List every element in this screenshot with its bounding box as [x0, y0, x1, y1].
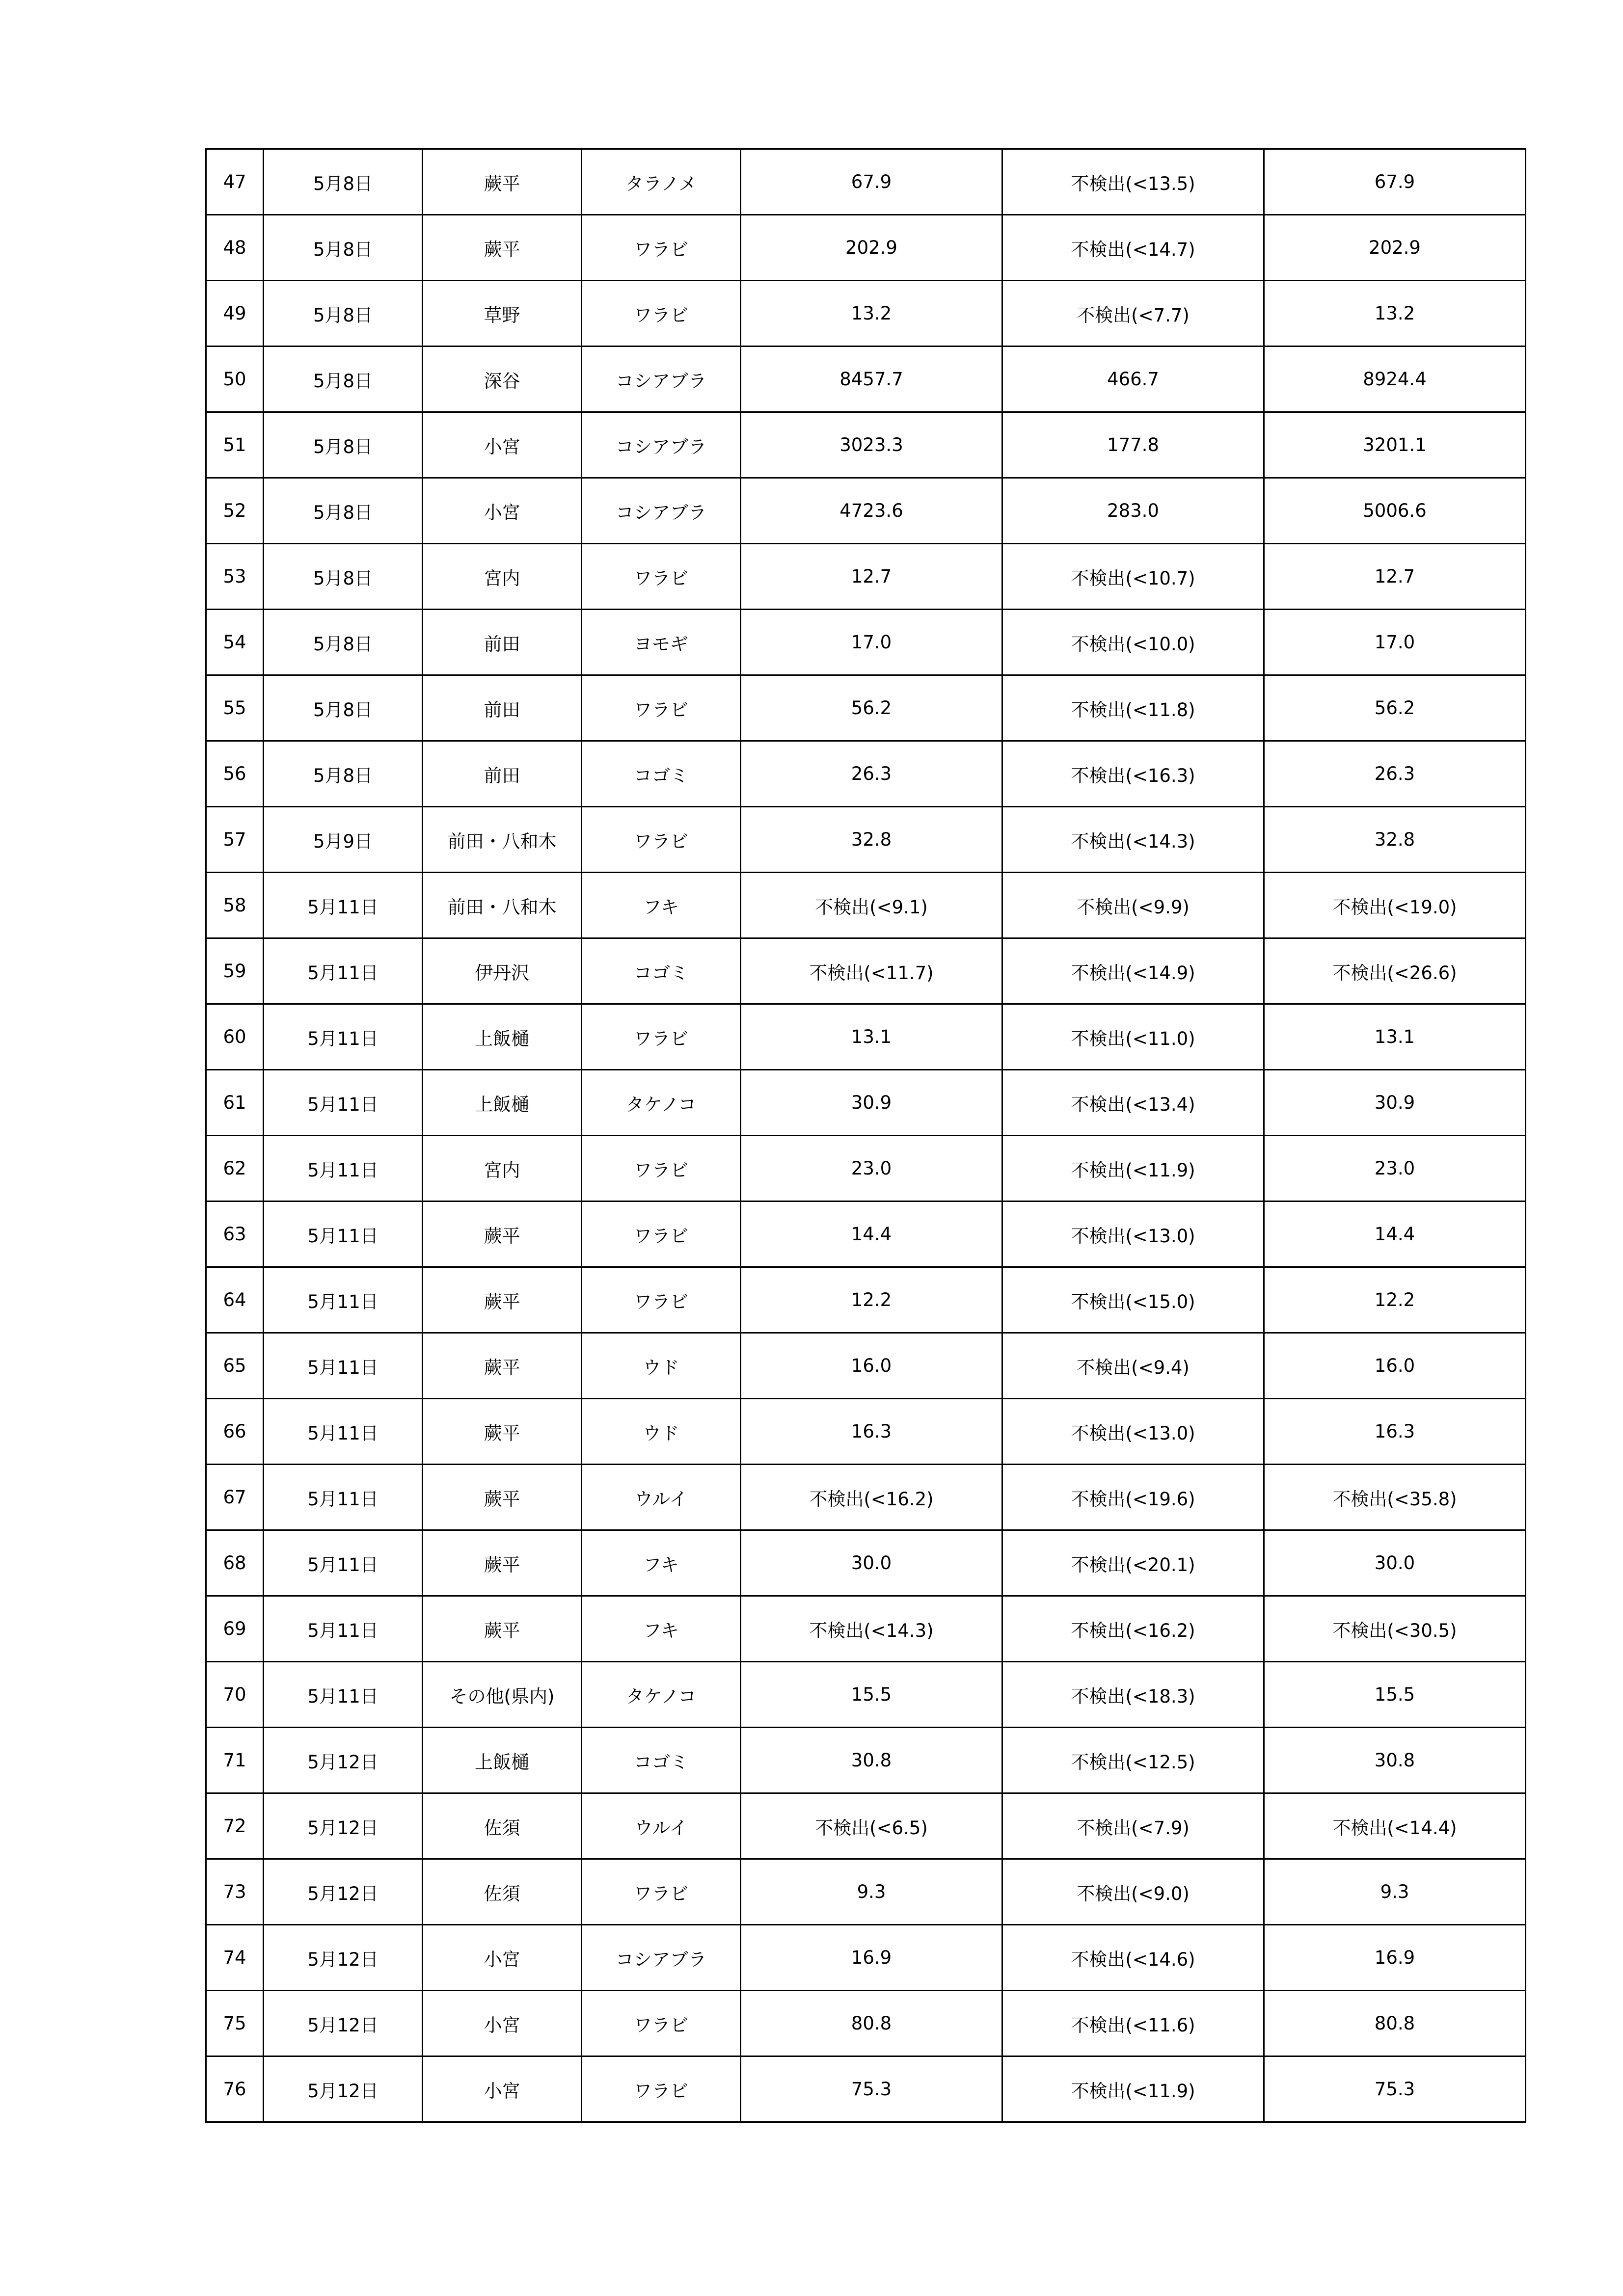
table-row [206, 675, 1526, 741]
total-cell: 9.3 [1264, 1859, 1526, 1925]
location-cell: 前田 [423, 741, 582, 807]
item-cell: ワラビ [582, 1136, 741, 1201]
item-cell: コゴミ [582, 1728, 741, 1793]
item-cell: ワラビ [582, 1004, 741, 1070]
row-number-cell: 69 [206, 1596, 264, 1662]
location-cell: 前田 [423, 675, 582, 741]
value-a-cell: 12.7 [741, 544, 1002, 610]
item-cell: ウド [582, 1333, 741, 1399]
row-number-cell: 49 [206, 281, 264, 347]
item-cell: ワラビ [582, 1267, 741, 1333]
item-cell: ヨモギ [582, 610, 741, 675]
total-cell: 30.9 [1264, 1070, 1526, 1136]
date-cell: 5月11日 [264, 1596, 423, 1662]
value-a-cell: 15.5 [741, 1662, 1002, 1728]
row-number-cell: 54 [206, 610, 264, 675]
date-cell: 5月12日 [264, 1991, 423, 2056]
table-row [206, 347, 1526, 412]
location-cell: 伊丹沢 [423, 938, 582, 1004]
location-cell: 蕨平 [423, 215, 582, 281]
table-row [206, 1267, 1526, 1333]
value-a-cell: 17.0 [741, 610, 1002, 675]
item-cell: ワラビ [582, 281, 741, 347]
total-cell: 不検出(<26.6) [1264, 938, 1526, 1004]
total-cell: 23.0 [1264, 1136, 1526, 1201]
location-cell: 蕨平 [423, 1333, 582, 1399]
table-row [206, 544, 1526, 610]
value-a-cell: 80.8 [741, 1991, 1002, 2056]
total-cell: 16.3 [1264, 1399, 1526, 1465]
table-row [206, 1465, 1526, 1530]
row-number-cell: 66 [206, 1399, 264, 1465]
value-b-cell: 不検出(<14.3) [1002, 807, 1264, 873]
table-row [206, 807, 1526, 873]
total-cell: 75.3 [1264, 2056, 1526, 2122]
table-row [206, 1004, 1526, 1070]
date-cell: 5月8日 [264, 741, 423, 807]
value-b-cell: 不検出(<19.6) [1002, 1465, 1264, 1530]
location-cell: 上飯樋 [423, 1070, 582, 1136]
value-a-cell: 202.9 [741, 215, 1002, 281]
value-a-cell: 4723.6 [741, 478, 1002, 544]
total-cell: 67.9 [1264, 149, 1526, 215]
date-cell: 5月12日 [264, 1728, 423, 1793]
total-cell: 8924.4 [1264, 347, 1526, 412]
date-cell: 5月11日 [264, 1267, 423, 1333]
value-a-cell: 67.9 [741, 149, 1002, 215]
date-cell: 5月8日 [264, 544, 423, 610]
value-b-cell: 不検出(<10.7) [1002, 544, 1264, 610]
row-number-cell: 47 [206, 149, 264, 215]
value-b-cell: 177.8 [1002, 412, 1264, 478]
row-number-cell: 61 [206, 1070, 264, 1136]
location-cell: 蕨平 [423, 1465, 582, 1530]
date-cell: 5月12日 [264, 1859, 423, 1925]
date-cell: 5月11日 [264, 1070, 423, 1136]
location-cell: 深谷 [423, 347, 582, 412]
value-a-cell: 不検出(<9.1) [741, 873, 1002, 938]
value-a-cell: 不検出(<14.3) [741, 1596, 1002, 1662]
value-b-cell: 不検出(<13.0) [1002, 1201, 1264, 1267]
row-number-cell: 51 [206, 412, 264, 478]
item-cell: ウド [582, 1399, 741, 1465]
location-cell: 蕨平 [423, 1596, 582, 1662]
total-cell: 不検出(<14.4) [1264, 1793, 1526, 1859]
date-cell: 5月12日 [264, 1793, 423, 1859]
row-number-cell: 56 [206, 741, 264, 807]
total-cell: 13.2 [1264, 281, 1526, 347]
value-a-cell: 9.3 [741, 1859, 1002, 1925]
location-cell: 蕨平 [423, 1201, 582, 1267]
date-cell: 5月11日 [264, 1662, 423, 1728]
value-b-cell: 不検出(<12.5) [1002, 1728, 1264, 1793]
location-cell: 前田・八和木 [423, 873, 582, 938]
date-cell: 5月8日 [264, 412, 423, 478]
value-b-cell: 不検出(<9.4) [1002, 1333, 1264, 1399]
total-cell: 不検出(<19.0) [1264, 873, 1526, 938]
row-number-cell: 59 [206, 938, 264, 1004]
row-number-cell: 68 [206, 1530, 264, 1596]
row-number-cell: 62 [206, 1136, 264, 1201]
item-cell: コシアブラ [582, 347, 741, 412]
location-cell: 蕨平 [423, 149, 582, 215]
row-number-cell: 74 [206, 1925, 264, 1991]
value-b-cell: 不検出(<13.5) [1002, 149, 1264, 215]
total-cell: 17.0 [1264, 610, 1526, 675]
item-cell: タケノコ [582, 1070, 741, 1136]
row-number-cell: 48 [206, 215, 264, 281]
table-row [206, 478, 1526, 544]
item-cell: コゴミ [582, 741, 741, 807]
value-a-cell: 30.8 [741, 1728, 1002, 1793]
value-a-cell: 30.9 [741, 1070, 1002, 1136]
table-body [206, 149, 1526, 2122]
date-cell: 5月8日 [264, 478, 423, 544]
date-cell: 5月8日 [264, 610, 423, 675]
location-cell: 蕨平 [423, 1399, 582, 1465]
total-cell: 12.7 [1264, 544, 1526, 610]
value-a-cell: 8457.7 [741, 347, 1002, 412]
table-row [206, 1925, 1526, 1991]
row-number-cell: 64 [206, 1267, 264, 1333]
date-cell: 5月11日 [264, 1399, 423, 1465]
value-a-cell: 13.1 [741, 1004, 1002, 1070]
value-a-cell: 13.2 [741, 281, 1002, 347]
location-cell: 蕨平 [423, 1530, 582, 1596]
row-number-cell: 60 [206, 1004, 264, 1070]
location-cell: 小宮 [423, 2056, 582, 2122]
table-row [206, 1333, 1526, 1399]
item-cell: タラノメ [582, 149, 741, 215]
item-cell: ウルイ [582, 1793, 741, 1859]
row-number-cell: 65 [206, 1333, 264, 1399]
value-a-cell: 3023.3 [741, 412, 1002, 478]
location-cell: 前田 [423, 610, 582, 675]
value-a-cell: 30.0 [741, 1530, 1002, 1596]
item-cell: フキ [582, 1530, 741, 1596]
location-cell: 蕨平 [423, 1267, 582, 1333]
table-row [206, 1530, 1526, 1596]
table-row [206, 610, 1526, 675]
item-cell: コシアブラ [582, 478, 741, 544]
value-b-cell: 283.0 [1002, 478, 1264, 544]
location-cell: 上飯樋 [423, 1728, 582, 1793]
table-row [206, 741, 1526, 807]
value-a-cell: 16.0 [741, 1333, 1002, 1399]
value-a-cell: 14.4 [741, 1201, 1002, 1267]
value-b-cell: 不検出(<9.9) [1002, 873, 1264, 938]
total-cell: 5006.6 [1264, 478, 1526, 544]
date-cell: 5月11日 [264, 1004, 423, 1070]
row-number-cell: 75 [206, 1991, 264, 2056]
location-cell: 草野 [423, 281, 582, 347]
value-b-cell: 不検出(<11.8) [1002, 675, 1264, 741]
total-cell: 16.0 [1264, 1333, 1526, 1399]
table-row [206, 1859, 1526, 1925]
value-b-cell: 不検出(<11.6) [1002, 1991, 1264, 2056]
date-cell: 5月11日 [264, 1465, 423, 1530]
total-cell: 80.8 [1264, 1991, 1526, 2056]
value-b-cell: 466.7 [1002, 347, 1264, 412]
location-cell: 宮内 [423, 544, 582, 610]
total-cell: 不検出(<35.8) [1264, 1465, 1526, 1530]
date-cell: 5月8日 [264, 347, 423, 412]
value-a-cell: 16.9 [741, 1925, 1002, 1991]
table-row [206, 1662, 1526, 1728]
row-number-cell: 73 [206, 1859, 264, 1925]
row-number-cell: 58 [206, 873, 264, 938]
item-cell: ワラビ [582, 1201, 741, 1267]
date-cell: 5月8日 [264, 215, 423, 281]
row-number-cell: 76 [206, 2056, 264, 2122]
table-row [206, 215, 1526, 281]
date-cell: 5月9日 [264, 807, 423, 873]
value-b-cell: 不検出(<16.2) [1002, 1596, 1264, 1662]
date-cell: 5月12日 [264, 2056, 423, 2122]
location-cell: 小宮 [423, 412, 582, 478]
location-cell: 上飯樋 [423, 1004, 582, 1070]
item-cell: コシアブラ [582, 1925, 741, 1991]
value-b-cell: 不検出(<7.7) [1002, 281, 1264, 347]
total-cell: 26.3 [1264, 741, 1526, 807]
location-cell: 佐須 [423, 1793, 582, 1859]
table-row [206, 938, 1526, 1004]
value-b-cell: 不検出(<20.1) [1002, 1530, 1264, 1596]
total-cell: 30.0 [1264, 1530, 1526, 1596]
value-a-cell: 不検出(<6.5) [741, 1793, 1002, 1859]
date-cell: 5月8日 [264, 149, 423, 215]
value-a-cell: 不検出(<16.2) [741, 1465, 1002, 1530]
total-cell: 不検出(<30.5) [1264, 1596, 1526, 1662]
date-cell: 5月12日 [264, 1925, 423, 1991]
value-a-cell: 23.0 [741, 1136, 1002, 1201]
table-row [206, 149, 1526, 215]
item-cell: ワラビ [582, 2056, 741, 2122]
total-cell: 15.5 [1264, 1662, 1526, 1728]
value-a-cell: 12.2 [741, 1267, 1002, 1333]
row-number-cell: 71 [206, 1728, 264, 1793]
date-cell: 5月11日 [264, 1201, 423, 1267]
value-b-cell: 不検出(<13.4) [1002, 1070, 1264, 1136]
item-cell: タケノコ [582, 1662, 741, 1728]
location-cell: 佐須 [423, 1859, 582, 1925]
total-cell: 13.1 [1264, 1004, 1526, 1070]
item-cell: フキ [582, 1596, 741, 1662]
row-number-cell: 72 [206, 1793, 264, 1859]
table-row [206, 1728, 1526, 1793]
date-cell: 5月11日 [264, 873, 423, 938]
row-number-cell: 53 [206, 544, 264, 610]
row-number-cell: 67 [206, 1465, 264, 1530]
table-row [206, 1136, 1526, 1201]
value-b-cell: 不検出(<9.0) [1002, 1859, 1264, 1925]
value-b-cell: 不検出(<13.0) [1002, 1399, 1264, 1465]
total-cell: 12.2 [1264, 1267, 1526, 1333]
location-cell: 前田・八和木 [423, 807, 582, 873]
table-row [206, 1399, 1526, 1465]
value-a-cell: 不検出(<11.7) [741, 938, 1002, 1004]
date-cell: 5月8日 [264, 281, 423, 347]
value-a-cell: 32.8 [741, 807, 1002, 873]
row-number-cell: 57 [206, 807, 264, 873]
row-number-cell: 50 [206, 347, 264, 412]
table-row [206, 1991, 1526, 2056]
table-row [206, 412, 1526, 478]
value-a-cell: 56.2 [741, 675, 1002, 741]
value-b-cell: 不検出(<10.0) [1002, 610, 1264, 675]
total-cell: 32.8 [1264, 807, 1526, 873]
item-cell: ワラビ [582, 215, 741, 281]
date-cell: 5月11日 [264, 938, 423, 1004]
value-b-cell: 不検出(<14.6) [1002, 1925, 1264, 1991]
item-cell: ワラビ [582, 807, 741, 873]
value-b-cell: 不検出(<7.9) [1002, 1793, 1264, 1859]
location-cell: 小宮 [423, 1925, 582, 1991]
item-cell: ワラビ [582, 1991, 741, 2056]
value-b-cell: 不検出(<11.9) [1002, 2056, 1264, 2122]
value-a-cell: 16.3 [741, 1399, 1002, 1465]
location-cell: 宮内 [423, 1136, 582, 1201]
value-b-cell: 不検出(<15.0) [1002, 1267, 1264, 1333]
total-cell: 3201.1 [1264, 412, 1526, 478]
item-cell: ワラビ [582, 544, 741, 610]
value-b-cell: 不検出(<11.9) [1002, 1136, 1264, 1201]
row-number-cell: 55 [206, 675, 264, 741]
total-cell: 16.9 [1264, 1925, 1526, 1991]
item-cell: コシアブラ [582, 412, 741, 478]
location-cell: 小宮 [423, 478, 582, 544]
value-a-cell: 75.3 [741, 2056, 1002, 2122]
location-cell: その他(県内) [423, 1662, 582, 1728]
item-cell: ウルイ [582, 1465, 741, 1530]
table-row [206, 281, 1526, 347]
row-number-cell: 70 [206, 1662, 264, 1728]
table-row [206, 1201, 1526, 1267]
value-b-cell: 不検出(<16.3) [1002, 741, 1264, 807]
date-cell: 5月8日 [264, 675, 423, 741]
location-cell: 小宮 [423, 1991, 582, 2056]
item-cell: ワラビ [582, 1859, 741, 1925]
value-b-cell: 不検出(<14.7) [1002, 215, 1264, 281]
row-number-cell: 63 [206, 1201, 264, 1267]
total-cell: 14.4 [1264, 1201, 1526, 1267]
table-row [206, 2056, 1526, 2122]
item-cell: ワラビ [582, 675, 741, 741]
table-row [206, 1793, 1526, 1859]
value-b-cell: 不検出(<14.9) [1002, 938, 1264, 1004]
total-cell: 56.2 [1264, 675, 1526, 741]
value-a-cell: 26.3 [741, 741, 1002, 807]
table-row [206, 1070, 1526, 1136]
total-cell: 30.8 [1264, 1728, 1526, 1793]
value-b-cell: 不検出(<18.3) [1002, 1662, 1264, 1728]
table-row [206, 873, 1526, 938]
row-number-cell: 52 [206, 478, 264, 544]
item-cell: フキ [582, 873, 741, 938]
total-cell: 202.9 [1264, 215, 1526, 281]
item-cell: コゴミ [582, 938, 741, 1004]
date-cell: 5月11日 [264, 1333, 423, 1399]
results-table [205, 148, 1526, 2123]
date-cell: 5月11日 [264, 1530, 423, 1596]
value-b-cell: 不検出(<11.0) [1002, 1004, 1264, 1070]
date-cell: 5月11日 [264, 1136, 423, 1201]
table-row [206, 1596, 1526, 1662]
